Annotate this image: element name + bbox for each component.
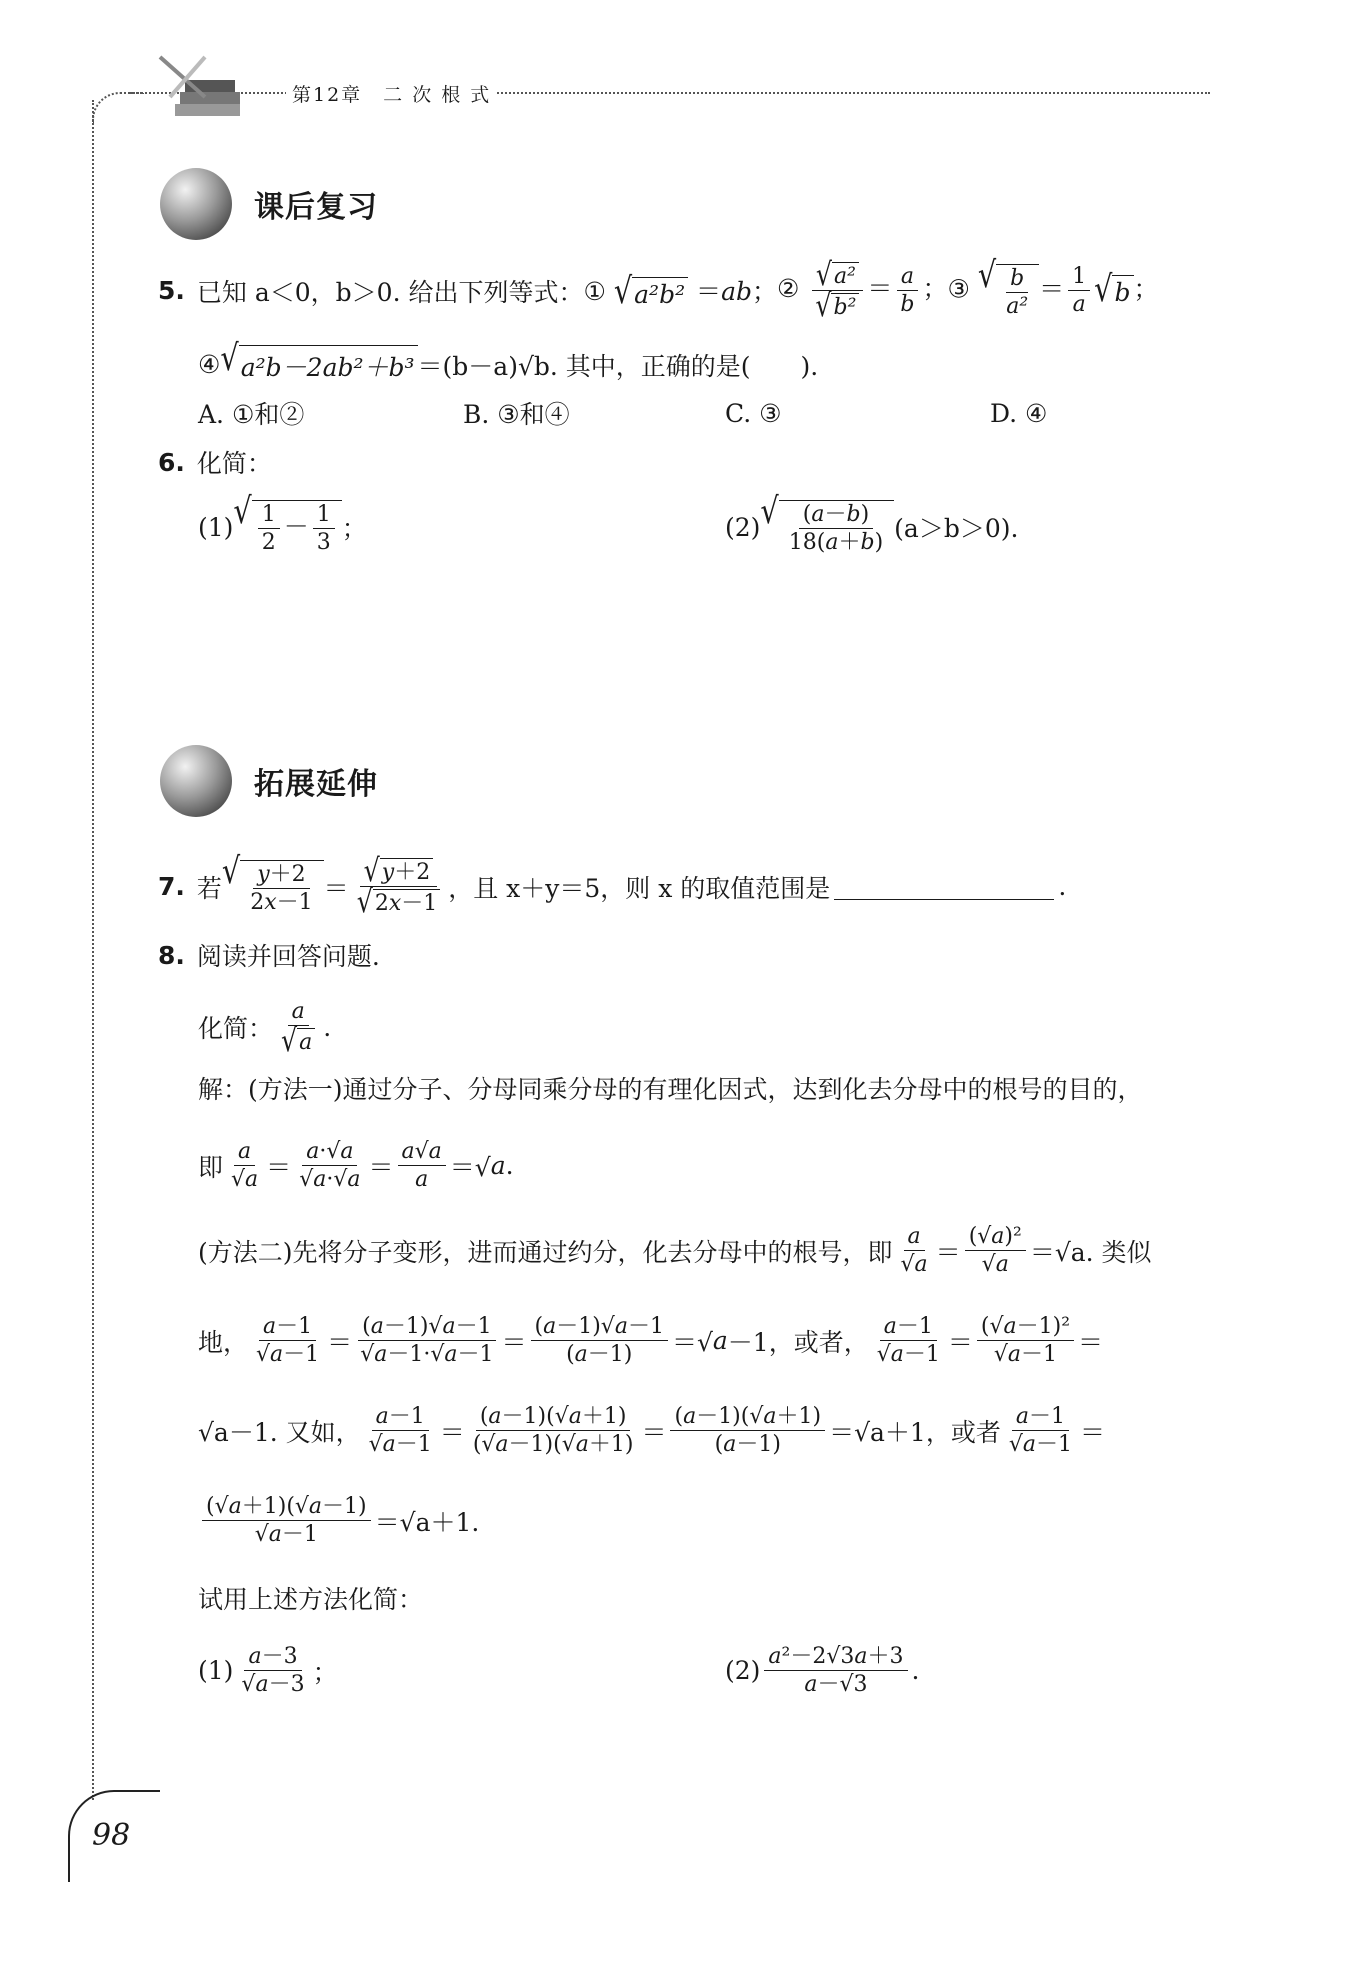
text: (方法二)先将分子变形，进而通过约分，化去分母中的根号，即 bbox=[198, 1237, 893, 1267]
condition-text: (a＞b＞0). bbox=[894, 514, 1019, 544]
question-5-options bbox=[198, 395, 1047, 431]
text-mid: ，且 x＋y＝5，则 x 的取值范围是 bbox=[448, 873, 831, 903]
q8-method2: (方法二)先将分子变形，进而通过约分，化去分母中的根号，即 $\frac{a}{√a}$ ＝ $\frac{\text{(√a)²}}{√a}$ ＝√a. 类似 bbox=[198, 1224, 1152, 1278]
equation-2: ② √ a² √ b² ＝ $\frac{a}{b}$ ； bbox=[777, 256, 948, 324]
text: ＝√a. 类似 bbox=[1029, 1237, 1152, 1267]
section-review bbox=[160, 168, 378, 240]
part-label: (1) bbox=[198, 1656, 234, 1686]
question-6-part1: (1) √ $\frac{1}{2}$ － $\frac{1}{3}$ ； bbox=[198, 489, 367, 556]
question-number: 7. bbox=[158, 872, 185, 902]
text: 即 bbox=[198, 1152, 224, 1182]
option-a: A. ①和② bbox=[198, 400, 305, 429]
q8-method1-eq: 即 $\frac{a}{√a}$ ＝ $\frac{a\cdot√a}{√a\cdot√a}$ ＝ $\frac{a√a}{a}$ ＝√ a . bbox=[198, 1139, 514, 1193]
item4-text: ＝(b－a)√b. 其中，正确的是( ). bbox=[417, 351, 819, 381]
question-5 bbox=[158, 252, 1159, 324]
question-5-item4: ④ √ a²b－2ab²＋b³ ＝(b－a)√b. 其中，正确的是( ). bbox=[198, 336, 819, 382]
text: 地， bbox=[198, 1327, 249, 1357]
question-number: 5. bbox=[158, 276, 185, 306]
part-label: (2) bbox=[725, 1656, 761, 1686]
text: 试用上述方法化简： bbox=[198, 1585, 424, 1614]
section-title: 课后复习 bbox=[254, 190, 378, 225]
q8-method1 bbox=[198, 1070, 1143, 1106]
equation-1: ① √ a²b² ＝ab； bbox=[583, 269, 777, 313]
page-border-left bbox=[92, 100, 94, 1800]
text: 解：(方法一)通过分子、分母同乘分母的有理化因式，达到化去分母中的根号的目的， bbox=[198, 1075, 1143, 1104]
question-6 bbox=[158, 444, 272, 480]
q8-example2-cont: $\frac{(√a+1)(√a-1)}{√a-1}$ ＝√a＋1. bbox=[198, 1495, 479, 1546]
text: 化简： bbox=[198, 1014, 274, 1044]
q8-simplify: 化简： a √ a . bbox=[198, 999, 332, 1059]
equation-3: ③ √ $\frac{b}{\text{a²}}$ ＝ $\frac{1}{a}$ √ b ； bbox=[947, 252, 1159, 319]
q8-part2: (2) $\frac{\text{a²－2√3a＋3}}{a-√3}$ . bbox=[725, 1644, 920, 1698]
question-stem: 已知 a＜0，b＞0. 给出下列等式： bbox=[196, 277, 584, 307]
question-number: 8. bbox=[158, 940, 185, 970]
part-label: (2) bbox=[725, 512, 761, 542]
globe-icon bbox=[160, 168, 232, 240]
page-border-corner bbox=[92, 92, 144, 124]
q8-part1: (1) $\frac{a-3}{√a-3}$ ； bbox=[198, 1644, 338, 1698]
question-stem: 阅读并回答问题. bbox=[196, 942, 380, 971]
text-end: . bbox=[1058, 872, 1067, 902]
question-stem: 化简： bbox=[196, 449, 272, 478]
chapter-header: 第12章 二 次 根 式 bbox=[286, 80, 497, 107]
answer-blank[interactable] bbox=[834, 873, 1054, 900]
q8-try bbox=[198, 1580, 423, 1616]
question-7: 7. 若 √ $\frac{y+2}{2x-1}$ ＝ √ y＋2 √ 2x－1 ，且 x＋y＝5，则 x 的取值范围是 . bbox=[158, 848, 1067, 920]
question-6-part2: (2) √ $\frac{(a-b)}{18(a+b)}$ (a＞b＞0). bbox=[725, 489, 1019, 556]
text: √a－1. 又如， bbox=[198, 1417, 361, 1447]
q8-example1: 地， $\frac{a-1}{√a-1}$ ＝ $\frac{(a-1)√a-1}{√a-1\cdot√a-1}$ ＝ $\frac{(a-1)√a-1}{(a-1)}$ ＝√ a －1 ，或者， $\frac{a-1}{√a-1}$ ＝ $\frac{\text{(√a－1)²}}{√a-1}$ ＝ bbox=[198, 1314, 1104, 1368]
text-pre: 若 bbox=[196, 873, 222, 903]
option-b: B. ③和④ bbox=[463, 400, 570, 429]
option-d: D. ④ bbox=[990, 398, 1048, 428]
section-extension bbox=[160, 745, 378, 817]
section-title: 拓展延伸 bbox=[254, 767, 378, 802]
q8-example2: √a－1. 又如， $\frac{a-1}{√a-1}$ ＝ $\frac{(a-1)(√a+1)}{(√a-1)(√a+1)}$ ＝ $\frac{(a-1)(√a+1)}{(a-1)}$ ＝√a＋1，或者 $\frac{a-1}{√a-1}$ ＝ bbox=[198, 1404, 1106, 1458]
books-logo-icon bbox=[150, 52, 250, 132]
text: ，或者， bbox=[768, 1327, 869, 1357]
part-label: (1) bbox=[198, 512, 234, 542]
text: ＝√a＋1. bbox=[374, 1507, 480, 1537]
page-number: 98 bbox=[92, 1818, 131, 1853]
option-c: C. ③ bbox=[725, 398, 782, 428]
question-number: 6. bbox=[158, 447, 185, 477]
question-8 bbox=[158, 937, 380, 973]
globe-icon bbox=[160, 745, 232, 817]
text: ＝√a＋1，或者 bbox=[829, 1417, 1001, 1447]
